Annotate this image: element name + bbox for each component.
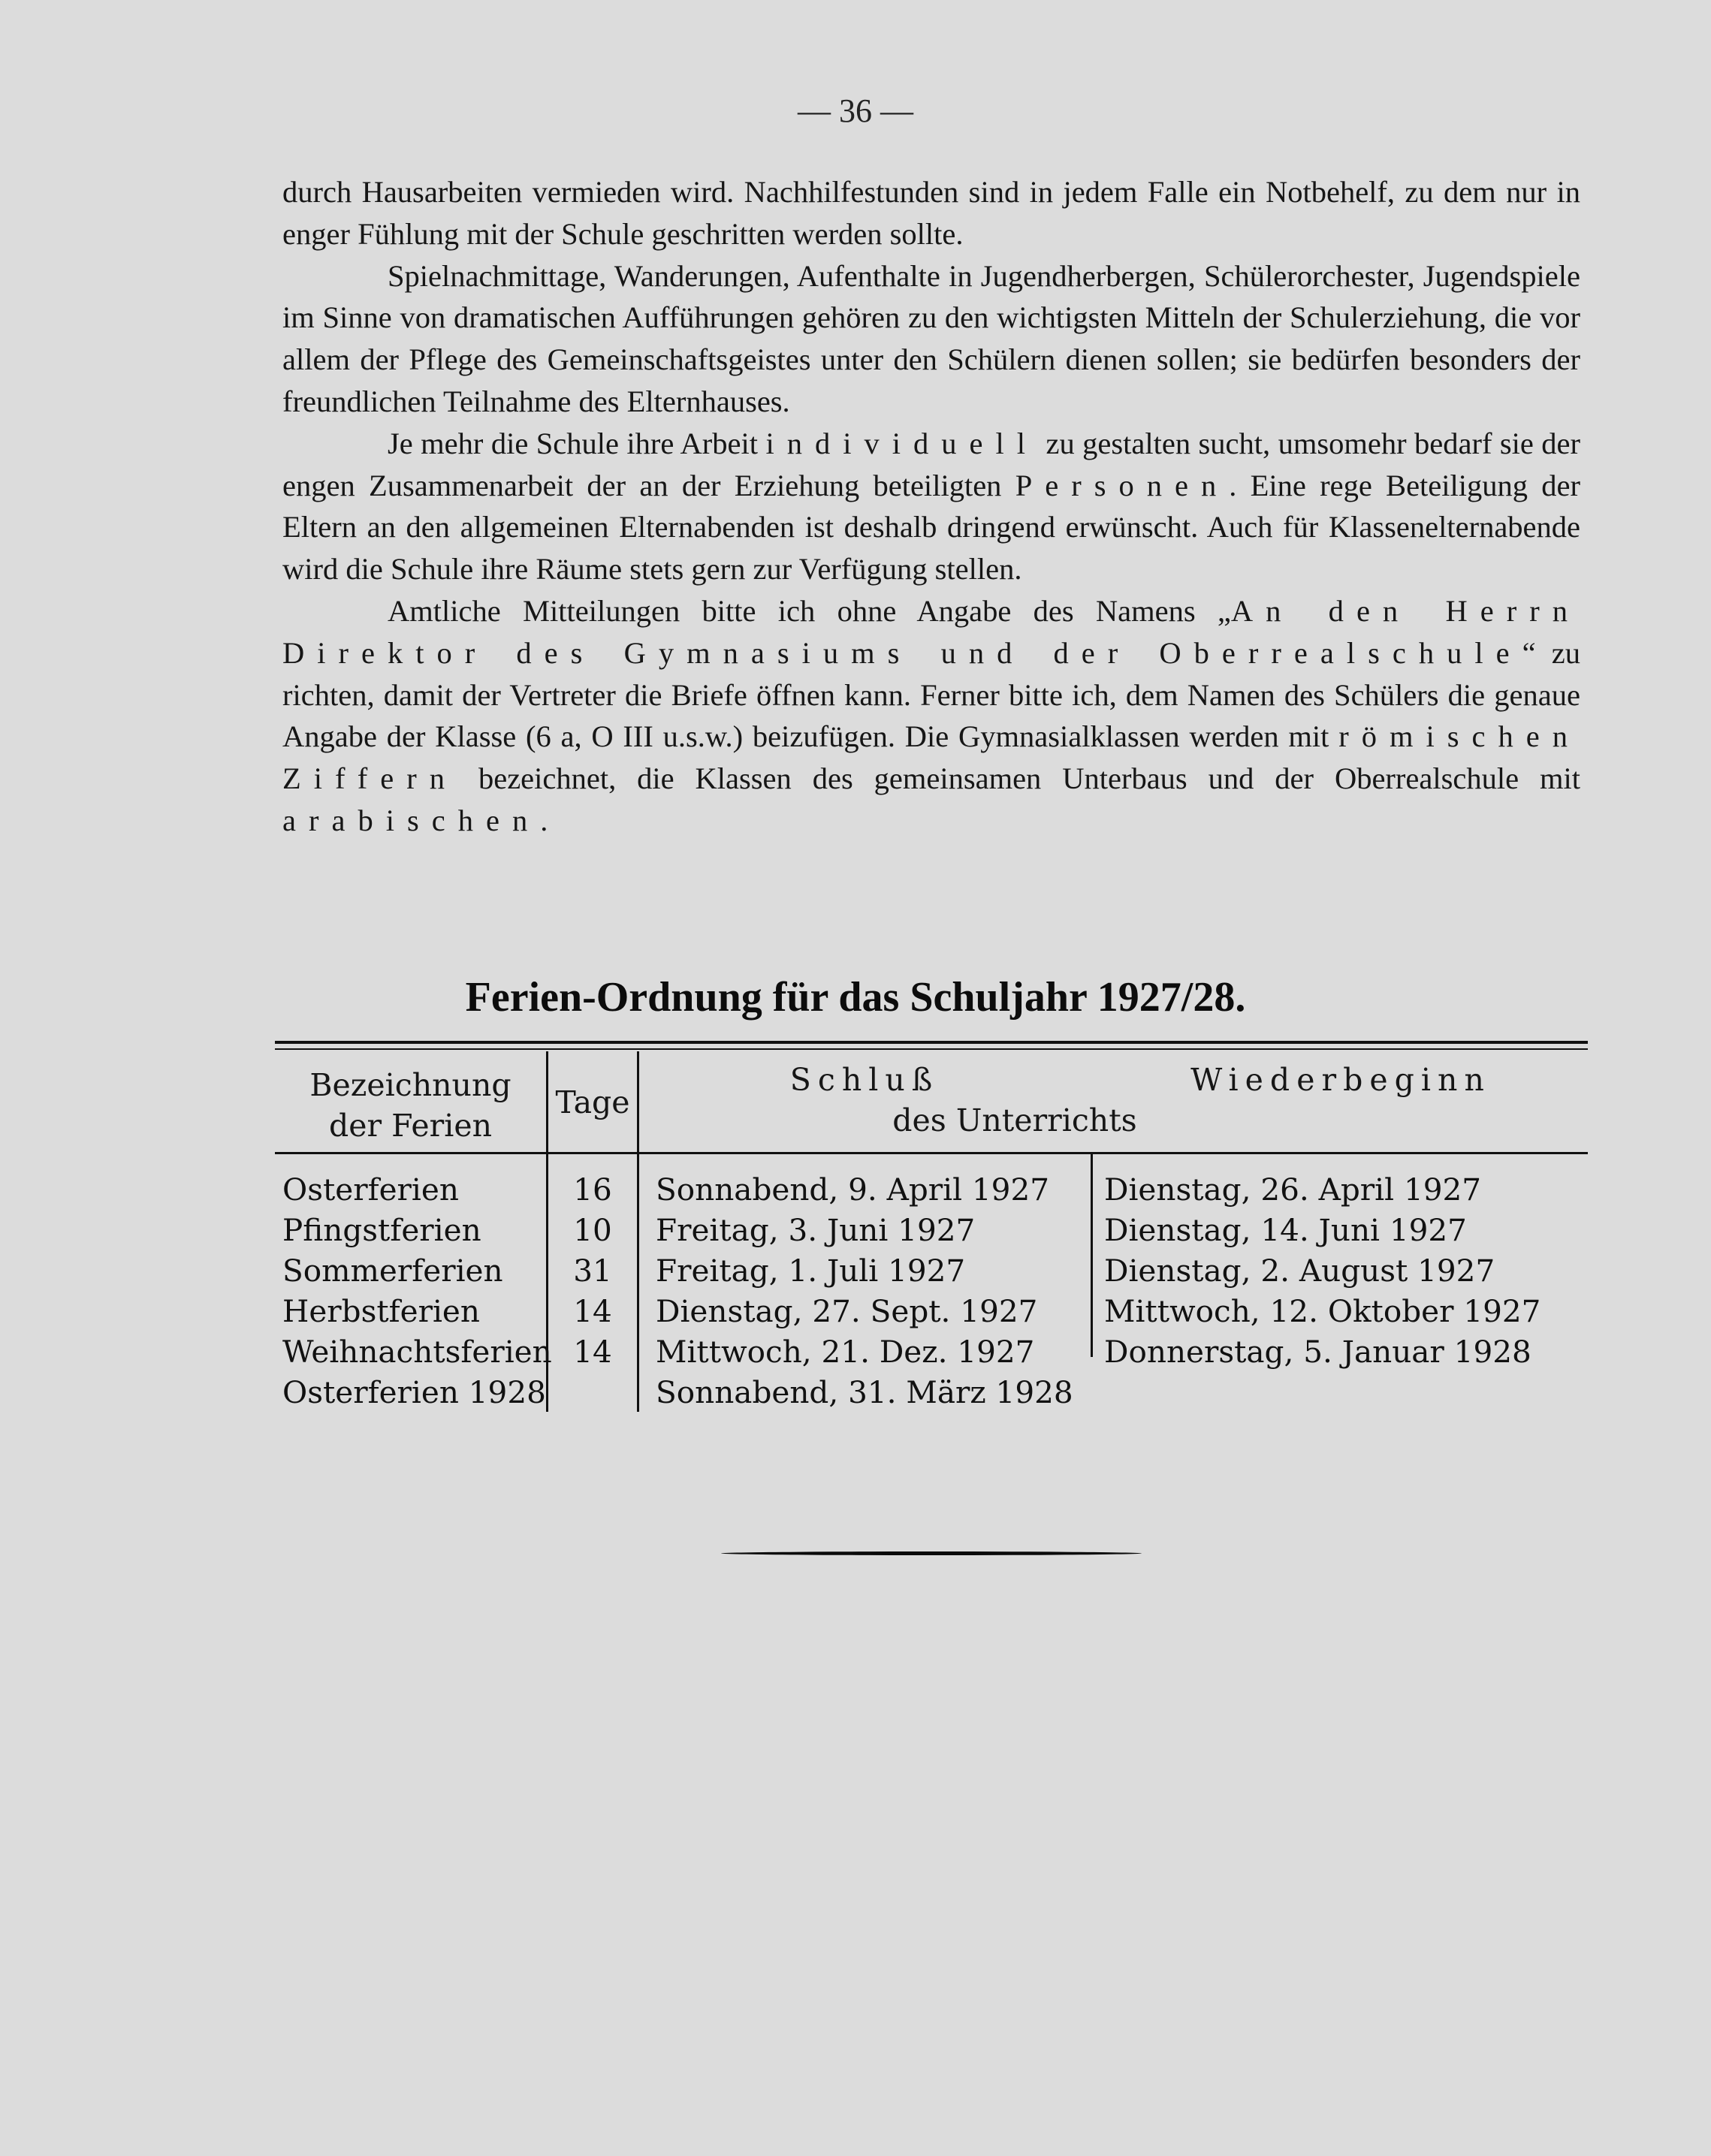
paragraph — [282, 171, 1580, 255]
table-top-rule-thin — [275, 1048, 1588, 1050]
table-header-rule — [275, 1152, 1588, 1154]
spaced-emphasis: Personen — [1015, 468, 1230, 502]
text-run: Je mehr die Schule ihre Arbeit — [388, 426, 766, 460]
column-divider — [1091, 1154, 1093, 1357]
cell-tage: 16 — [573, 1171, 612, 1208]
cell-schluss: Freitag, 3. Juni 1927 — [656, 1212, 976, 1248]
paragraph — [282, 423, 1580, 590]
text-run: durch Hausarbeiten vermieden wird. Nachhilfestunden sind in jedem Falle ein Notbehelf, zu dem nur in enger Fühlung mit der Schule geschritten werden sollte. — [282, 175, 1580, 251]
spaced-emphasis: An den Herrn Direktor des Gymnasiums und der Oberrealschule — [282, 593, 1580, 670]
cell-tage: 31 — [573, 1253, 612, 1289]
cell-wiederbeginn: Mittwoch, 12. Oktober 1927 — [1104, 1293, 1541, 1329]
cell-name: Herbstferien — [282, 1293, 480, 1329]
cell-name: Sommerferien — [282, 1253, 503, 1289]
cell-schluss: Dienstag, 27. Sept. 1927 — [656, 1293, 1038, 1329]
text-run: Spielnachmittage, Wanderungen, Aufenthalte in Jugendherbergen, Schülerorchester, Jugendspiele im Sinne von dramatischen Aufführungen gehören zu den wichtigsten Mitteln der Schulerziehung, die vor allem der Pflege des Gemeinschaftsgeistes unter den Schülern dienen sollen; sie bedürfen besonders der freundlichen Teilnahme des Elternhauses. — [282, 258, 1580, 418]
spaced-emphasis: individuell — [765, 426, 1039, 460]
cell-tage: 14 — [573, 1334, 612, 1370]
cell-name: Weihnachtsferien — [282, 1334, 552, 1370]
table-top-rule — [275, 1041, 1588, 1044]
text-run: . Eine rege Beteiligung der Eltern an den allgemeinen Elternabenden ist deshalb dringend erwünscht. Auch für Klassenelternabende wird die Schule ihre Räume stets gern zur Verfügung stellen. — [282, 468, 1581, 586]
header-wiederbeginn: Wiederbeginn — [1190, 1062, 1491, 1098]
cell-wiederbeginn: Dienstag, 14. Juni 1927 — [1104, 1212, 1467, 1248]
body-text — [282, 171, 1580, 842]
header-schluss: Schluß — [789, 1062, 940, 1098]
header-bezeichnung: Bezeichnung der Ferien — [309, 1067, 511, 1144]
cell-wiederbeginn: Donnerstag, 5. Januar 1928 — [1104, 1334, 1531, 1370]
cell-tage: 14 — [573, 1293, 612, 1329]
paragraph — [282, 255, 1580, 423]
page-number: — 36 — — [798, 92, 913, 129]
cell-schluss: Mittwoch, 21. Dez. 1927 — [656, 1334, 1035, 1370]
spaced-emphasis: römischen Ziffern — [282, 719, 1580, 796]
table-title: Ferien-Ordnung für das Schuljahr 1927/28. — [465, 974, 1246, 1021]
cell-schluss: Freitag, 1. Juli 1927 — [656, 1253, 966, 1289]
text-run: “ zu richten, damit der Vertreter die Briefe öffnen kann. Ferner bitte ich, dem Namen des Schülers die genaue Angabe der Klasse (6 a, O III u.s.w.) beizufügen. Die Gymnasialklassen werden mit — [282, 635, 1580, 754]
cell-schluss: Sonnabend, 31. März 1928 — [656, 1374, 1073, 1410]
text-run: . — [540, 803, 548, 837]
cell-wiederbeginn: Dienstag, 26. April 1927 — [1104, 1171, 1482, 1208]
text-run: zu gestalten sucht, umsomehr bedarf sie der engen Zusammenarbeit der an der Erziehung beteiligten — [282, 426, 1581, 502]
header-tage: Tage — [555, 1084, 630, 1120]
header-des-unterrichts: des Unterrichts — [892, 1102, 1137, 1138]
cell-name: Pfingstferien — [282, 1212, 481, 1248]
cell-schluss: Sonnabend, 9. April 1927 — [656, 1171, 1049, 1208]
spaced-emphasis: arabischen — [282, 803, 541, 837]
cell-name: Osterferien — [282, 1171, 459, 1208]
paragraph — [282, 590, 1580, 842]
text-run: bezeichnet, die Klassen des gemeinsamen Unterbaus und der Oberrealschule mit — [457, 761, 1580, 796]
cell-tage: 10 — [573, 1212, 612, 1248]
end-rule — [721, 1551, 1142, 1555]
cell-wiederbeginn: Dienstag, 2. August 1927 — [1104, 1253, 1495, 1289]
text-run: Amtliche Mitteilungen bitte ich ohne Angabe des Namens „ — [388, 593, 1231, 628]
cell-name: Osterferien 1928 — [282, 1374, 546, 1410]
